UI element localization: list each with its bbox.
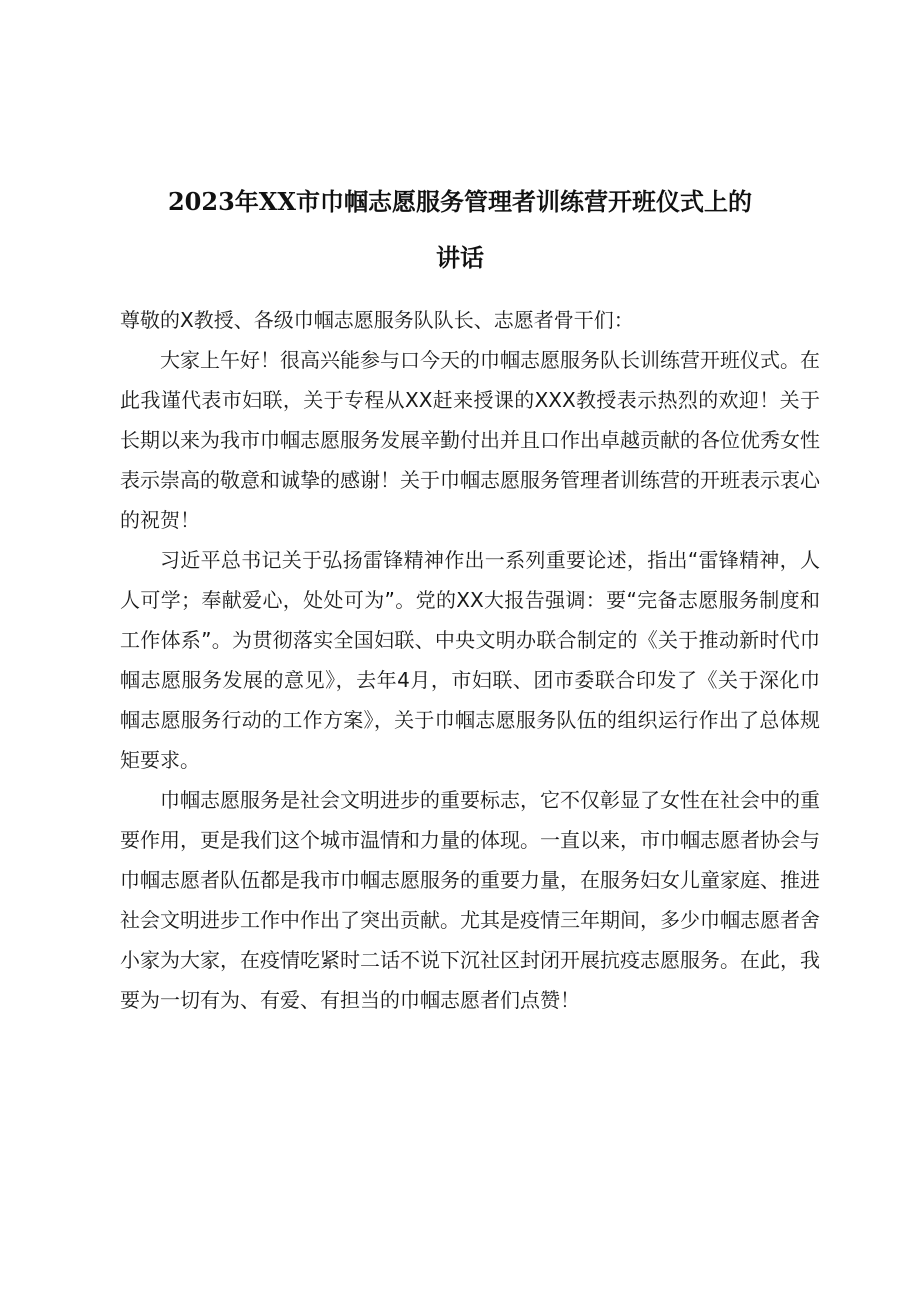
- document-title-line-1: 2023年XX市巾帼志愿服务管理者训练营开班仪式上的: [167, 187, 753, 216]
- salutation: 尊敬的X教授、各级巾帼志愿服务队队长、志愿者骨干们：: [120, 308, 634, 332]
- paragraph-policy: 习近平总书记关于弘扬雷锋精神作出一系列重要论述，指出“雷锋精神，人人可学；奉献爱心，处处可为”。党的XX大报告强调：要“完备志愿服务制度和工作体系”。为贯彻落实全国妇联、中央文明办联合制定的《关于推动新时代巾帼志愿服务发展的意见》，去年4月，市妇联、团市委联合印发了《关于深化巾帼志愿服务行动的工作方案》，关于巾帼志愿服务队伍的组织运行作出了总体规矩要求。: [120, 548, 820, 772]
- paragraph-welcome: 大家上午好！很高兴能参与口今天的巾帼志愿服务队长训练营开班仪式。在此我谨代表市妇联，关于专程从XX赶来授课的XXX教授表示热烈的欢迎！关于长期以来为我市巾帼志愿服务发展辛勤付出并且口作出卓越贡献的各位优秀女性表示崇高的敬意和诚挚的感谢！关于巾帼志愿服务管理者训练营的开班表示衷心的祝贺！: [120, 348, 820, 532]
- paragraph-significance: 巾帼志愿服务是社会文明进步的重要标志，它不仅彰显了女性在社会中的重要作用，更是我们这个城市温情和力量的体现。一直以来，市巾帼志愿者协会与巾帼志愿者队伍都是我市巾帼志愿服务的重要力量，在服务妇女儿童家庭、推进社会文明进步工作中作出了突出贡献。尤其是疫情三年期间，多少巾帼志愿者舍小家为大家，在疫情吃紧时二话不说下沉社区封闭开展抗疫志愿服务。在此，我要为一切有为、有爱、有担当的巾帼志愿者们点赞！: [120, 788, 820, 1012]
- document-title-line-2: 讲话: [436, 243, 484, 272]
